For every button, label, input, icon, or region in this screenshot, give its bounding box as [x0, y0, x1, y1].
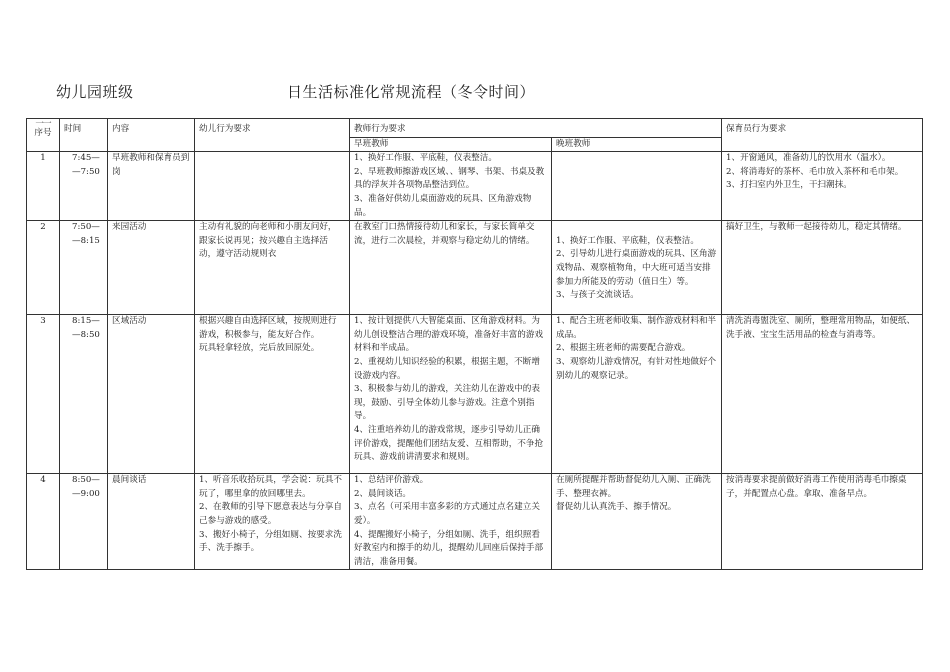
table-row — [27, 152, 923, 221]
header-row — [27, 119, 923, 138]
kindergarten-class-label: 幼儿园班级 — [56, 83, 134, 101]
row-child-requirements: 1、听音乐收拾玩具，学会说：玩具不玩了，哪里拿的放回哪里去。 2、在教师的引导下愿意表达与分享自己参与游戏的感受。 3、搬好小椅子，分组如厕、按要求洗手、洗手擦手。 — [195, 474, 350, 570]
row-number: 2 — [27, 221, 60, 315]
header-seq — [27, 119, 60, 152]
row-nurse: 1、开窗通风，准备幼儿的饮用水（温水）。 2、将消毒好的茶杯、毛巾放入茶杯和毛巾架。 3、打扫室内外卫生，干扫潮抹。 — [722, 152, 923, 221]
row-child-requirements: 根据兴趣自由选择区域，按规则进行游戏，积极参与，能友好合作。 玩具轻拿轻放，完后放回原处。 — [195, 315, 350, 474]
row-early-teacher: 1、按计划提供八大智能桌面、区角游戏材料。为幼儿创设整洁合理的游戏环境，准备好丰富的游戏材料和半成品。 2、重视幼儿知识经验的积累，根据主题，不断增设游戏内容。 3、积极参与幼儿的游戏，关注幼儿在游戏中的表现，鼓励、引导全体幼儿参与游戏。注意个别指导。 4、注重培养幼儿的游戏常规，逐步引导幼儿正确评价游戏，提醒他们团结友爱、互相帮助，不争抢玩具、游戏前讲清要求和规则。 — [350, 315, 552, 474]
header-child: 幼儿行为要求 — [195, 119, 350, 152]
row-early-teacher: 1、总结评价游戏。 2、晨间谈话。 3、点名（可采用丰富多彩的方式通过点名建立关爱）。 4、提醒搬好小椅子，分组如厕、洗手，组织照看好教室内和擦手的幼儿，提醒幼儿回座后保持手部清洁，准备用餐。 — [350, 474, 552, 570]
header-seq-dash: 一一 — [35, 119, 51, 129]
row-late-teacher: 1、换好工作服、平底鞋，仪表整洁。 2、引导幼儿进行桌面游戏的玩具、区角游戏物品、观察植物角，中大班可适当安排参加力所能及的劳动（值日生）等。 3、与孩子交流谈话。 — [552, 221, 722, 315]
row-late-teacher: 1、配合主班老师收集、制作游戏材料和半成品。 2、根据主班老师的需要配合游戏。 3、观察幼儿游戏情况，有针对性地做好个别幼儿的观察记录。 — [552, 315, 722, 474]
row-late-teacher: 在厕所提醒并帮助督促幼儿入厕、正确洗手、整理衣裤。 督促幼儿认真洗手、擦手情况。 — [552, 474, 722, 570]
header-nurse: 保育员行为要求 — [722, 119, 923, 152]
header-seq-label: 序号 — [34, 128, 52, 138]
page-title: 日生活标准化常规流程（冬令时间） — [287, 83, 536, 101]
row-time: 8:50— —9:00 — [60, 474, 108, 570]
row-nurse: 清洗消毒盥洗室、厕所，整理常用物品，如便纸、洗手液、宝宝生活用品的检查与消毒等。 — [722, 315, 923, 474]
row-content: 区域活动 — [108, 315, 195, 474]
row-number: 4 — [27, 474, 60, 570]
row-nurse: 按消毒要求提前做好消毒工作使用消毒毛巾擦桌子，并配置点心盘。拿取、准备早点。 — [722, 474, 923, 570]
row-early-teacher: 在教室门口热情接待幼儿和家长，与家长简单交流，进行二次晨检，并观察与稳定幼儿的情绪。 — [350, 221, 552, 315]
row-early-teacher: 1、换好工作服、平底鞋，仪表整洁。 2、早班教师擦游戏区域、、钢琴、书架、书桌及教具的浮灰并各项物品整洁到位。 3、准备好供幼儿桌面游戏的玩具、区角游戏物品。 — [350, 152, 552, 221]
header-teacher-early: 早班教师 — [350, 137, 552, 152]
table-row — [27, 221, 923, 315]
row-time: 7:45— —7:50 — [60, 152, 108, 221]
header-content: 内容 — [108, 119, 195, 152]
routine-table — [26, 118, 923, 570]
table-row — [27, 315, 923, 474]
row-nurse: 搞好卫生，与教师一起接待幼儿，稳定其情绪。 — [722, 221, 923, 315]
header-teacher-late: 晚班教师 — [552, 137, 722, 152]
row-time: 8:15— —8:50 — [60, 315, 108, 474]
row-time: 7:50— —8:15 — [60, 221, 108, 315]
row-late-teacher — [552, 152, 722, 221]
row-content: 晨间谈话 — [108, 474, 195, 570]
row-content: 来园活动 — [108, 221, 195, 315]
row-child-requirements — [195, 152, 350, 221]
row-child-requirements: 主动有礼貌的向老师和小朋友问好，跟家长说再见；按兴趣自主选择活动，遵守活动规则衣 — [195, 221, 350, 315]
table-row — [27, 474, 923, 570]
row-number: 1 — [27, 152, 60, 221]
row-number: 3 — [27, 315, 60, 474]
header-teacher: 教师行为要求 — [350, 119, 722, 138]
header-time: 时间 — [60, 119, 108, 152]
row-content: 早班教师和保育员到岗 — [108, 152, 195, 221]
